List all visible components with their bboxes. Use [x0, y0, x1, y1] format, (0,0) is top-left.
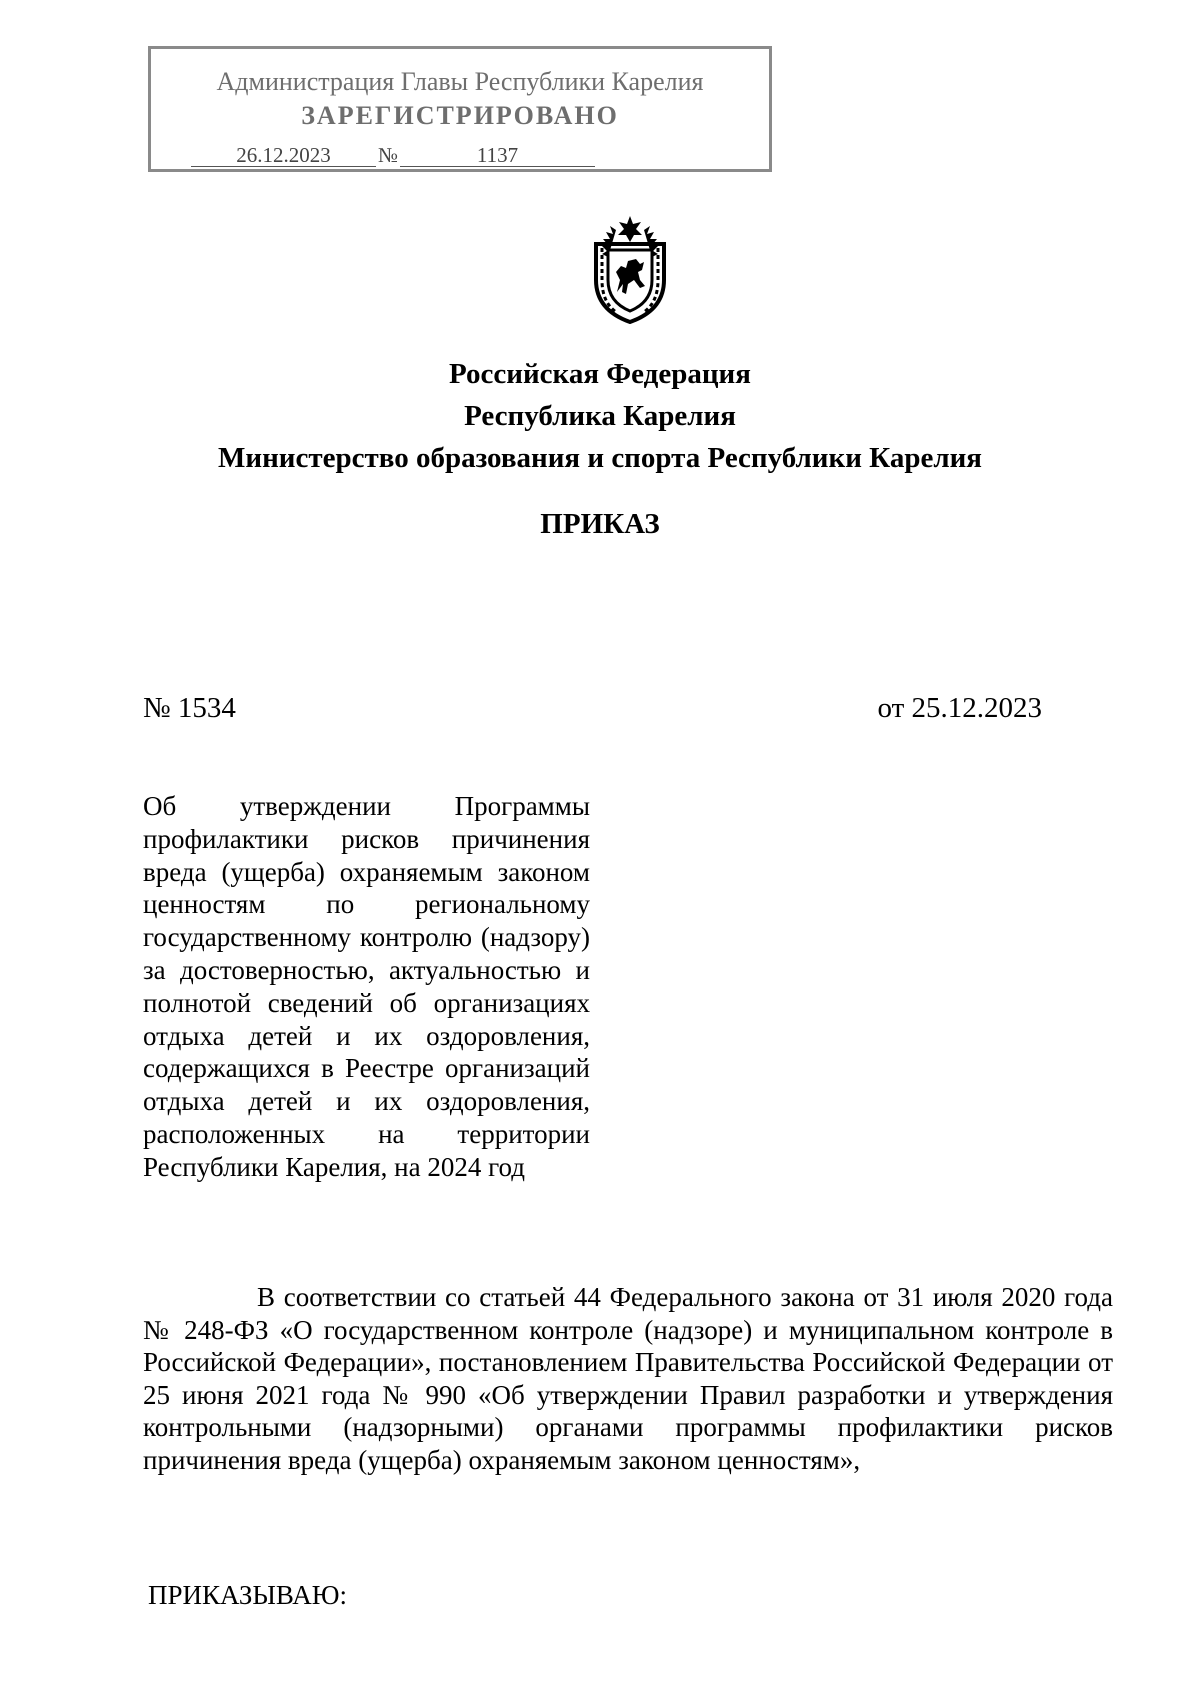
document-type-heading: ПРИКАЗ — [540, 508, 660, 540]
ministry-heading: Министерство образования и спорта Республики Карелия — [218, 442, 982, 474]
stamp-registration-line — [191, 143, 595, 168]
order-number: № 1534 — [143, 692, 236, 724]
stamp-authority: Администрация Главы Республики Карелия — [216, 67, 704, 96]
karelia-coat-of-arms-icon — [584, 214, 676, 324]
order-date: от 25.12.2023 — [877, 692, 1042, 724]
stamp-number-sign: № — [378, 143, 399, 167]
registration-stamp — [148, 46, 772, 172]
stamp-number: 1137 — [400, 144, 595, 167]
region-heading: Республика Карелия — [464, 400, 736, 432]
stamp-registered-label: ЗАРЕГИСТРИРОВАНО — [301, 101, 619, 130]
stamp-date: 26.12.2023 — [191, 144, 376, 167]
directive-heading: ПРИКАЗЫВАЮ: — [148, 1580, 347, 1610]
order-subject: Об утверждении Программы профилактики рисков причинения вреда (ущерба) охраняемым законом ценностям по региональному государственному контролю (надзору) за достоверностью, актуальностью и полнотой сведений об организациях отдыха детей и их оздоровления, содержащихся в Реестре организаций отдыха детей и их оздоровления, расположенных на территории Республики Карелия, на 2024 год — [143, 791, 590, 1182]
legal-basis-paragraph: В соответствии со статьей 44 Федерального закона от 31 июля 2020 года № 248-ФЗ «О государственном контроле (надзоре) и муниципальном контроле в Российской Федерации», постановлением Правительства Российской Федерации от 25 июня 2021 года № 990 «Об утверждении Правил разработки и утверждения контрольными (надзорными) органами программы профилактики рисков причинения вреда (ущерба) охраняемым законом ценностям», — [143, 1282, 1113, 1475]
country-heading: Российская Федерация — [449, 358, 751, 390]
